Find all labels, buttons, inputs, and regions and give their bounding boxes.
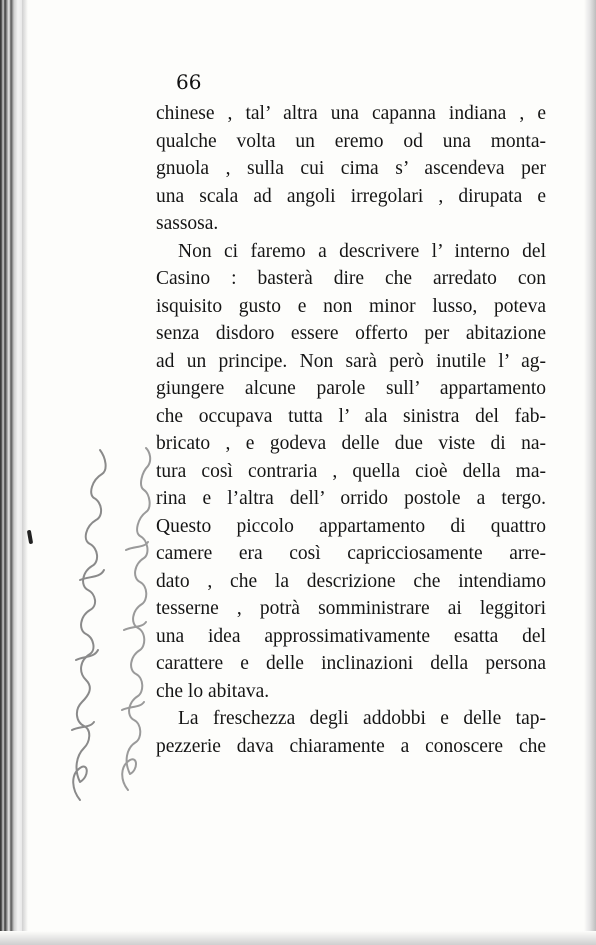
text-line: bricato , e godeva delle due viste di na- (156, 433, 546, 454)
text-line: che lo abitava. (156, 680, 270, 702)
book-binding (0, 0, 22, 945)
page-right-edge (584, 0, 596, 945)
text-line: qualche volta un eremo od una monta- (156, 130, 546, 152)
text-line: chinese , tal’ altra una capanna indiana , e (156, 103, 546, 124)
text-line: giungere alcune parole sull’ appartamento (156, 378, 546, 399)
handwritten-marginalia (50, 430, 160, 810)
text-line: dato , che la descrizione che intendiamo (156, 570, 546, 592)
text-line: sassosa. (156, 213, 219, 234)
text-line: Casino : basterà dire che arredato con (156, 268, 546, 289)
text-line: rina e l’altra dell’ orrido postole a tergo. (156, 488, 546, 509)
text-line: tesserne , potrà somministrare ai leggitori (156, 598, 546, 619)
page-number: 66 (176, 70, 202, 94)
text-line: Questo piccolo appartamento di quattro (156, 515, 546, 537)
text-line: gnuola , sulla cui cima s’ ascendeva per (156, 158, 546, 179)
text-line: una idea approssimativamente esatta del (156, 625, 546, 647)
text-line: che occupava tutta l’ ala sinistra del fab- (156, 405, 546, 427)
text-line: tura così contraria , quella cioè della ma- (156, 460, 546, 482)
text-line: ad un principe. Non sarà però inutile l’ ag- (156, 350, 546, 372)
text-line: Non ci faremo a descrivere l’ interno del (178, 240, 546, 262)
text-line: isquisito gusto e non minor lusso, poteva (156, 295, 546, 317)
text-line: senza disdoro essere offerto per abitazione (156, 323, 546, 344)
text-line: La freschezza degli addobbi e delle tap- (178, 708, 546, 729)
text-line: pezzerie dava chiaramente a conoscere che (156, 735, 546, 757)
page-bottom-edge (0, 931, 596, 945)
body-text (156, 100, 546, 760)
text-line: una scala ad angoli irregolari , dirupata e (156, 185, 546, 207)
binding-shadow (22, 0, 28, 945)
text-line: carattere e delle inclinazioni della persona (156, 653, 546, 674)
text-line: camere era così capricciosamente arre- (156, 543, 546, 564)
